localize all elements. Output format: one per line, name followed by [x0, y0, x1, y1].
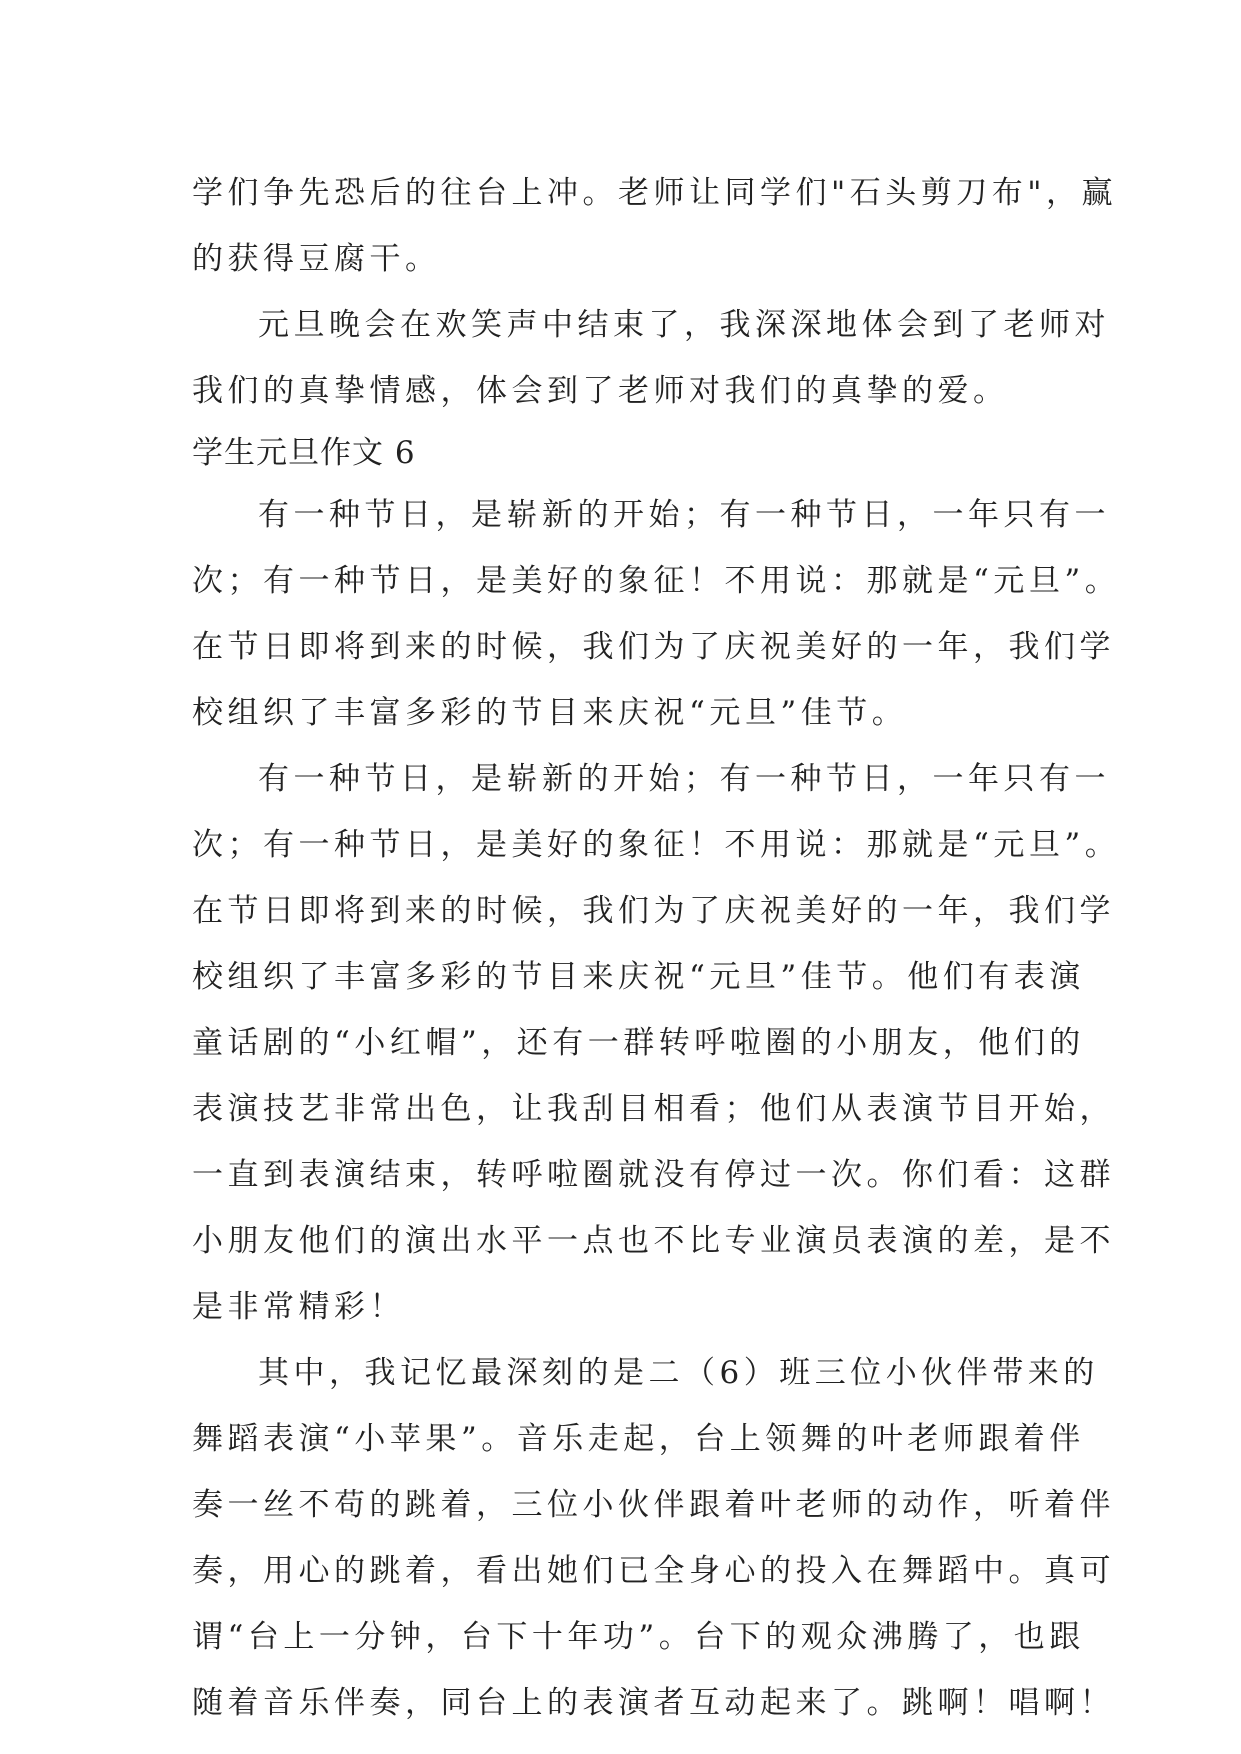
paragraph-1	[192, 160, 1118, 292]
text-line: 是非常精彩！	[192, 1289, 405, 1325]
text-line: 我们的真挚情感，体会到了老师对我们的真挚的爱。	[192, 373, 1009, 409]
document-body	[192, 160, 1121, 1736]
text-line: 小朋友他们的演出水平一点也不比专业演员表演的差，是不	[192, 1223, 1115, 1259]
text-line: 童话剧的“小红帽”，还有一群转呼啦圈的小朋友，他们的	[192, 1025, 1085, 1061]
text-line: 有一种节日，是崭新的开始；有一种节日，一年只有一	[258, 761, 1110, 797]
paragraph-4	[192, 746, 1121, 1340]
paragraph-2	[192, 292, 1110, 424]
text-line: 的获得豆腐干。	[192, 241, 441, 277]
text-line: 表演技艺非常出色，让我刮目相看；他们从表演节目开始，	[192, 1091, 1115, 1127]
text-line: 舞蹈表演“小苹果”。音乐走起，台上领舞的叶老师跟着伴	[192, 1421, 1085, 1457]
text-line: 在节日即将到来的时候，我们为了庆祝美好的一年，我们学	[192, 629, 1115, 665]
text-line: 校组织了丰富多彩的节目来庆祝“元旦”佳节。他们有表演	[192, 959, 1085, 995]
text-line: 有一种节日，是崭新的开始；有一种节日，一年只有一	[258, 497, 1110, 533]
text-line: 元旦晚会在欢笑声中结束了，我深深地体会到了老师对	[258, 307, 1110, 343]
text-line: 次；有一种节日，是美好的象征！不用说：那就是“元旦”。	[192, 827, 1121, 863]
section-title: 学生元旦作文 6	[192, 435, 416, 471]
text-line: 奏，用心的跳着，看出她们已全身心的投入在舞蹈中。真可	[192, 1553, 1115, 1589]
text-line: 学们争先恐后的往台上冲。老师让同学们"石头剪刀布"，赢	[192, 175, 1118, 211]
text-line: 一直到表演结束，转呼啦圈就没有停过一次。你们看：这群	[192, 1157, 1115, 1193]
text-line: 校组织了丰富多彩的节目来庆祝“元旦”佳节。	[192, 695, 908, 731]
paragraph-3	[192, 482, 1121, 746]
text-line: 在节日即将到来的时候，我们为了庆祝美好的一年，我们学	[192, 893, 1115, 929]
text-line: 奏一丝不苟的跳着，三位小伙伴跟着叶老师的动作，听着伴	[192, 1487, 1115, 1523]
text-line: 次；有一种节日，是美好的象征！不用说：那就是“元旦”。	[192, 563, 1121, 599]
paragraph-5	[192, 1340, 1115, 1736]
text-line: 随着音乐伴奏，同台上的表演者互动起来了。跳啊！唱啊！	[192, 1685, 1115, 1721]
text-line: 谓“台上一分钟，台下十年功”。台下的观众沸腾了，也跟	[192, 1619, 1085, 1655]
section-heading	[192, 424, 1062, 482]
text-line: 其中，我记忆最深刻的是二（6）班三位小伙伴带来的	[258, 1355, 1099, 1391]
